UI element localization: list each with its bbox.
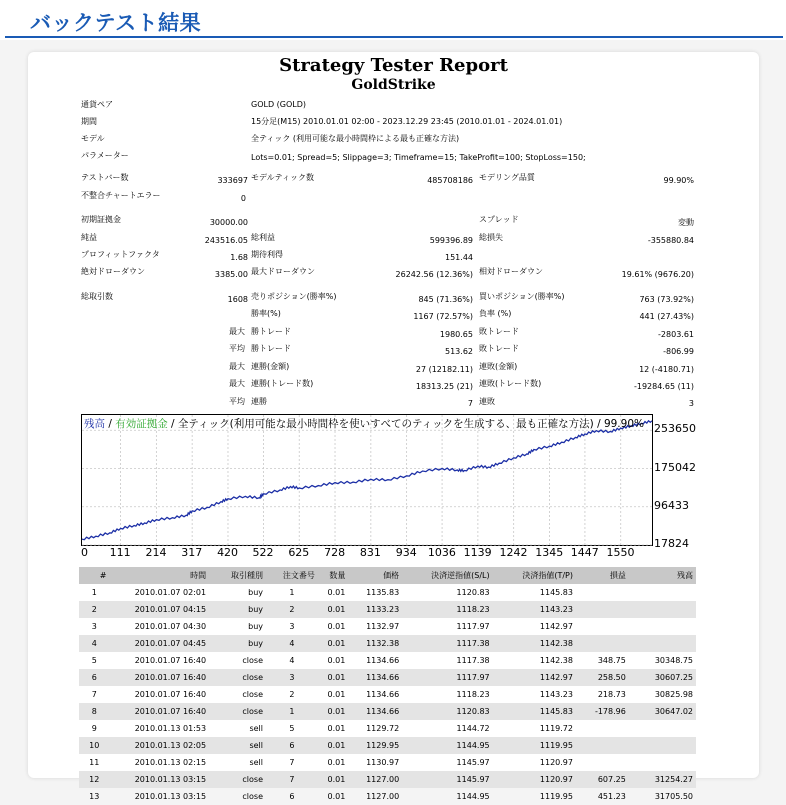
avg-consec-wins-label: 連勝 <box>251 397 267 406</box>
spread-label: スプレッド <box>479 215 519 224</box>
model-label: モデル <box>81 134 105 143</box>
cell-price: 1127.00 <box>348 771 402 788</box>
cell-number: 11 <box>89 758 100 767</box>
cell-number: 8 <box>79 703 109 720</box>
long-positions-label: 買いポジション(勝率%) <box>479 292 565 301</box>
cell-sl: 1120.83 <box>402 703 492 720</box>
cell-type: sell <box>249 758 264 767</box>
short-positions-label: 売りポジション(勝率%) <box>251 292 337 301</box>
table-row <box>79 788 696 805</box>
x-tick-label: 420 <box>217 546 239 559</box>
cell-balance <box>629 754 696 771</box>
cell-balance: 30825.98 <box>654 690 693 699</box>
win-rate-label: 勝率(%) <box>251 309 281 318</box>
quality-value: 99.90% <box>663 176 694 185</box>
x-tick-label: 522 <box>252 546 274 559</box>
table-row <box>79 686 696 703</box>
win-rate-value: 1167 (72.57%) <box>413 312 473 321</box>
model-value: 全ティック (利用可能な最小時間枠による最も正確な方法) <box>251 134 460 143</box>
cell-volume: 0.01 <box>327 690 346 699</box>
cell-profit: -178.96 <box>576 703 629 720</box>
cell-tp: 1143.23 <box>539 690 573 699</box>
cell-order: 7 <box>289 758 295 767</box>
cell-price: 1135.83 <box>366 588 400 597</box>
page-heading: バックテスト結果 <box>30 11 202 35</box>
gross-profit-value: 599396.89 <box>429 236 473 245</box>
cell-volume: 0.01 <box>327 758 346 767</box>
largest-win-value: 1980.65 <box>439 330 473 339</box>
consec-profit-label: 連勝(トレード数) <box>251 379 314 388</box>
cell-type: close <box>209 703 266 720</box>
quality-label: モデリング品質 <box>479 173 535 182</box>
avg-win-label: 勝トレード <box>251 344 291 353</box>
col-profit: 損益 <box>576 567 629 584</box>
cell-tp: 1120.97 <box>539 758 573 767</box>
table-row <box>79 669 696 686</box>
table-row <box>79 737 696 754</box>
x-tick-label: 1242 <box>499 546 528 559</box>
max-consec-label: 最大 <box>229 362 245 371</box>
table-row <box>79 601 696 618</box>
legend-separator: / <box>105 418 116 430</box>
cell-price: 1134.66 <box>366 690 400 699</box>
trades-table <box>79 567 696 805</box>
largest-win-label: 勝トレード <box>251 327 291 336</box>
cell-profit: 218.73 <box>597 690 626 699</box>
cell-time: 2010.01.13 02:15 <box>134 758 207 767</box>
cell-profit: 258.50 <box>576 669 629 686</box>
cell-volume: 0.01 <box>318 669 348 686</box>
cell-tp: 1120.97 <box>493 771 576 788</box>
net-profit-label: 純益 <box>81 233 97 242</box>
legend-description: / 全ティック(利用可能な最小時間枠を使いすべてのティックを生成する、最も正確な方法) / 99.90% <box>167 418 644 430</box>
cell-number: 5 <box>91 656 97 665</box>
cell-price: 1133.23 <box>348 601 402 618</box>
col-type: 取引種別 <box>209 567 266 584</box>
cell-profit <box>576 737 629 754</box>
table-row <box>79 635 696 652</box>
cell-price: 1127.00 <box>366 792 400 801</box>
avg-consec-losses-value: 3 <box>688 399 694 408</box>
cell-balance <box>629 720 696 737</box>
x-tick-label: 1550 <box>606 546 635 559</box>
cell-type: buy <box>248 622 264 631</box>
cell-price: 1134.66 <box>348 703 402 720</box>
cell-tp: 1142.38 <box>493 635 576 652</box>
cell-balance <box>629 635 696 652</box>
cell-balance: 31705.50 <box>654 792 693 801</box>
legend-balance: 残高 <box>84 418 105 430</box>
consec-wins-money-label: 連勝(金額) <box>251 362 290 371</box>
cell-sl: 1144.95 <box>402 737 492 754</box>
cell-order: 6 <box>289 792 295 801</box>
col-sl: 決済逆指値(S/L) <box>402 567 492 584</box>
trades-header-row <box>79 567 696 584</box>
avg-consec-losses-label: 連敗 <box>479 397 495 406</box>
y-tick-label: 96433 <box>654 498 689 512</box>
short-positions-value: 845 (71.36%) <box>418 295 473 304</box>
loss-rate-value: 441 (27.43%) <box>639 312 694 321</box>
symbol-label: 通貨ペア <box>81 100 113 109</box>
x-tick-label: 1036 <box>427 546 456 559</box>
consec-loss-label: 連敗(トレード数) <box>479 379 542 388</box>
cell-sl: 1117.38 <box>456 656 490 665</box>
x-tick-label: 1447 <box>570 546 599 559</box>
cell-balance <box>629 601 696 618</box>
cell-order: 1 <box>289 588 295 597</box>
mismatch-label: 不整合チャートエラー <box>81 191 161 200</box>
cell-volume: 0.01 <box>318 601 348 618</box>
cell-balance <box>629 618 696 635</box>
ticks-label: モデルティック数 <box>251 173 314 182</box>
cell-sl: 1118.23 <box>402 601 492 618</box>
avg-win-value: 513.62 <box>445 347 473 356</box>
rel-drawdown-label: 相対ドローダウン <box>479 267 543 276</box>
cell-number: 1 <box>91 588 97 597</box>
consec-losses-money-value: 12 (-4180.71) <box>639 365 694 374</box>
cell-order: 2 <box>289 690 295 699</box>
cell-type: close <box>242 690 264 699</box>
average-label: 平均 <box>229 344 245 353</box>
cell-type: buy <box>209 601 266 618</box>
y-tick-label: 17824 <box>654 537 689 550</box>
consec-wins-money-value: 27 (12182.11) <box>415 365 473 374</box>
cell-type: close <box>242 792 264 801</box>
cell-time: 2010.01.07 16:40 <box>109 669 209 686</box>
consec-loss-value: -19284.65 (11) <box>633 382 694 391</box>
y-tick-label: 253650 <box>654 422 696 436</box>
x-tick-label: 831 <box>359 546 381 559</box>
period-value: 15分足(M15) 2010.01.01 02:00 - 2023.12.29 23:45 (2010.01.01 - 2024.01.01) <box>251 117 563 126</box>
profit-factor-label: プロフィットファクタ <box>81 250 160 259</box>
cell-time: 2010.01.07 16:40 <box>134 690 207 699</box>
page-header <box>0 0 786 40</box>
cell-tp: 1143.23 <box>493 601 576 618</box>
cell-time: 2010.01.07 02:01 <box>134 588 207 597</box>
cell-type: sell <box>249 724 264 733</box>
total-trades-value: 1608 <box>227 295 248 304</box>
avg-consec-wins-value: 7 <box>467 399 473 408</box>
cell-tp: 1142.97 <box>493 669 576 686</box>
profit-factor-value: 1.68 <box>230 253 248 262</box>
report-card <box>28 52 759 801</box>
col-time: 時間 <box>109 567 209 584</box>
ticks-value: 485708186 <box>427 176 473 185</box>
cell-profit: 607.25 <box>576 771 629 788</box>
cell-balance: 30348.75 <box>654 656 693 665</box>
total-trades-label: 総取引数 <box>81 292 113 301</box>
cell-balance: 31254.27 <box>629 771 696 788</box>
report-title: Strategy Tester Report <box>279 55 508 76</box>
cell-sl: 1144.95 <box>456 792 490 801</box>
cell-order: 3 <box>289 622 295 631</box>
abs-drawdown-value: 3385.00 <box>214 270 248 279</box>
cell-tp: 1119.95 <box>539 792 573 801</box>
deposit-value: 30000.00 <box>209 218 248 227</box>
x-tick-label: 1345 <box>535 546 564 559</box>
max-consec-count-label: 最大 <box>229 379 245 388</box>
cell-price: 1130.97 <box>366 758 400 767</box>
cell-sl: 1145.97 <box>402 771 492 788</box>
cell-time: 2010.01.07 16:40 <box>109 703 209 720</box>
x-tick-label: 728 <box>324 546 346 559</box>
consec-profit-value: 18313.25 (21) <box>415 382 473 391</box>
cell-tp: 1142.38 <box>539 656 573 665</box>
cell-volume: 0.01 <box>327 792 346 801</box>
cell-balance: 30607.25 <box>629 669 696 686</box>
chart-legend <box>84 416 644 431</box>
cell-sl: 1117.97 <box>456 622 490 631</box>
cell-price: 1134.66 <box>366 656 400 665</box>
cell-price: 1129.72 <box>366 724 400 733</box>
x-tick-label: 1139 <box>463 546 492 559</box>
cell-profit <box>576 601 629 618</box>
x-tick-label: 934 <box>395 546 417 559</box>
cell-number: 13 <box>89 792 100 801</box>
cell-volume: 0.01 <box>327 724 346 733</box>
x-tick-label: 317 <box>181 546 203 559</box>
balance-chart-plot <box>82 415 652 545</box>
cell-price: 1132.38 <box>348 635 402 652</box>
cell-sl: 1120.83 <box>456 588 490 597</box>
table-row <box>79 720 696 737</box>
cell-order: 2 <box>266 601 318 618</box>
cell-price: 1132.97 <box>366 622 400 631</box>
cell-price: 1134.66 <box>348 669 402 686</box>
cell-profit <box>576 635 629 652</box>
parameters-value: Lots=0.01; Spread=5; Slippage=3; Timeframe=15; TakeProfit=100; StopLoss=150; <box>251 153 586 162</box>
cell-volume: 0.01 <box>327 588 346 597</box>
cell-tp: 1145.83 <box>493 703 576 720</box>
avg-loss-value: -806.99 <box>663 347 694 356</box>
cell-time: 2010.01.13 03:15 <box>134 792 207 801</box>
col-tp: 決済指値(T/P) <box>493 567 576 584</box>
table-row <box>79 584 696 601</box>
cell-number: 12 <box>79 771 109 788</box>
col-balance: 残高 <box>629 567 696 584</box>
cell-type: sell <box>209 737 266 754</box>
cell-type: buy <box>209 635 266 652</box>
balance-series-line <box>82 421 652 540</box>
ea-name: GoldStrike <box>351 77 436 93</box>
cell-order: 7 <box>266 771 318 788</box>
max-drawdown-label: 最大ドローダウン <box>251 267 315 276</box>
cell-balance <box>629 584 696 601</box>
x-tick-label: 214 <box>145 546 167 559</box>
cell-tp: 1119.72 <box>539 724 573 733</box>
cell-type: close <box>209 771 266 788</box>
cell-profit <box>576 754 629 771</box>
table-row <box>79 652 696 669</box>
cell-time: 2010.01.07 04:45 <box>109 635 209 652</box>
cell-volume: 0.01 <box>318 771 348 788</box>
cell-order: 4 <box>289 656 295 665</box>
largest-loss-label: 敗トレード <box>479 327 519 336</box>
largest-label: 最大 <box>229 327 245 336</box>
cell-number: 3 <box>91 622 97 631</box>
cell-sl: 1117.97 <box>402 669 492 686</box>
cell-number: 4 <box>79 635 109 652</box>
expected-payoff-value: 151.44 <box>445 253 473 262</box>
col-number: # <box>79 567 109 584</box>
cell-order: 5 <box>289 724 295 733</box>
cell-order: 4 <box>266 635 318 652</box>
x-tick-label: 111 <box>109 546 131 559</box>
cell-tp: 1145.83 <box>539 588 573 597</box>
cell-volume: 0.01 <box>318 635 348 652</box>
avg-loss-label: 敗トレード <box>479 344 519 353</box>
y-tick-label: 175042 <box>654 460 696 474</box>
legend-equity: 有効証拠金 <box>115 418 168 430</box>
spread-value: 変動 <box>678 218 694 227</box>
cell-profit <box>576 720 629 737</box>
bars-value: 333697 <box>217 176 248 185</box>
col-price: 価格 <box>348 567 402 584</box>
cell-profit: 451.23 <box>597 792 626 801</box>
cell-type: buy <box>248 588 264 597</box>
gross-loss-value: -355880.84 <box>647 236 694 245</box>
cell-profit: 348.75 <box>597 656 626 665</box>
cell-price: 1129.95 <box>348 737 402 754</box>
cell-order: 6 <box>266 737 318 754</box>
period-label: 期間 <box>81 117 97 126</box>
cell-type: close <box>209 669 266 686</box>
cell-balance: 30647.02 <box>629 703 696 720</box>
cell-profit <box>576 618 629 635</box>
cell-tp: 1142.97 <box>539 622 573 631</box>
cell-sl: 1117.38 <box>402 635 492 652</box>
cell-time: 2010.01.13 03:15 <box>109 771 209 788</box>
col-volume: 数量 <box>318 567 348 584</box>
gross-profit-label: 総利益 <box>251 233 275 242</box>
gross-loss-label: 総損失 <box>479 233 503 242</box>
cell-time: 2010.01.07 04:15 <box>109 601 209 618</box>
cell-time: 2010.01.13 02:05 <box>109 737 209 754</box>
cell-profit <box>576 584 629 601</box>
bars-label: テストバー数 <box>81 173 129 182</box>
expected-payoff-label: 期待利得 <box>251 250 283 259</box>
consec-losses-money-label: 連敗(金額) <box>479 362 518 371</box>
cell-time: 2010.01.07 16:40 <box>134 656 207 665</box>
cell-balance <box>629 737 696 754</box>
avg-consec-label: 平均 <box>229 397 245 406</box>
cell-volume: 0.01 <box>318 737 348 754</box>
cell-volume: 0.01 <box>318 703 348 720</box>
loss-rate-label: 負率 (%) <box>479 309 512 318</box>
abs-drawdown-label: 絶対ドローダウン <box>81 267 145 276</box>
cell-sl: 1145.97 <box>456 758 490 767</box>
cell-number: 10 <box>79 737 109 754</box>
cell-order: 3 <box>266 669 318 686</box>
largest-loss-value: -2803.61 <box>658 330 694 339</box>
cell-volume: 0.01 <box>327 656 346 665</box>
rel-drawdown-value: 19.61% (9676.20) <box>621 270 694 279</box>
table-row <box>79 754 696 771</box>
x-tick-label: 0 <box>81 546 88 559</box>
cell-order: 1 <box>266 703 318 720</box>
cell-number: 2 <box>79 601 109 618</box>
table-row <box>79 618 696 635</box>
col-order: 注文番号 <box>266 567 318 584</box>
balance-chart <box>81 414 653 546</box>
cell-type: close <box>242 656 264 665</box>
cell-sl: 1118.23 <box>456 690 490 699</box>
symbol-value: GOLD (GOLD) <box>251 100 307 109</box>
cell-sl: 1144.72 <box>456 724 490 733</box>
cell-number: 6 <box>79 669 109 686</box>
long-positions-value: 763 (73.92%) <box>639 295 694 304</box>
cell-tp: 1119.95 <box>493 737 576 754</box>
table-row <box>79 771 696 788</box>
cell-time: 2010.01.07 04:30 <box>134 622 207 631</box>
cell-number: 9 <box>91 724 97 733</box>
max-drawdown-value: 26242.56 (12.36%) <box>395 270 473 279</box>
deposit-label: 初期証拠金 <box>81 215 121 224</box>
x-tick-label: 625 <box>288 546 310 559</box>
mismatch-value: 0 <box>240 194 246 203</box>
cell-time: 2010.01.13 01:53 <box>134 724 207 733</box>
cell-volume: 0.01 <box>327 622 346 631</box>
net-profit-value: 243516.05 <box>204 236 248 245</box>
table-row <box>79 703 696 720</box>
parameters-label: パラメーター <box>81 151 129 160</box>
cell-number: 7 <box>91 690 97 699</box>
heading-underline <box>5 36 783 38</box>
